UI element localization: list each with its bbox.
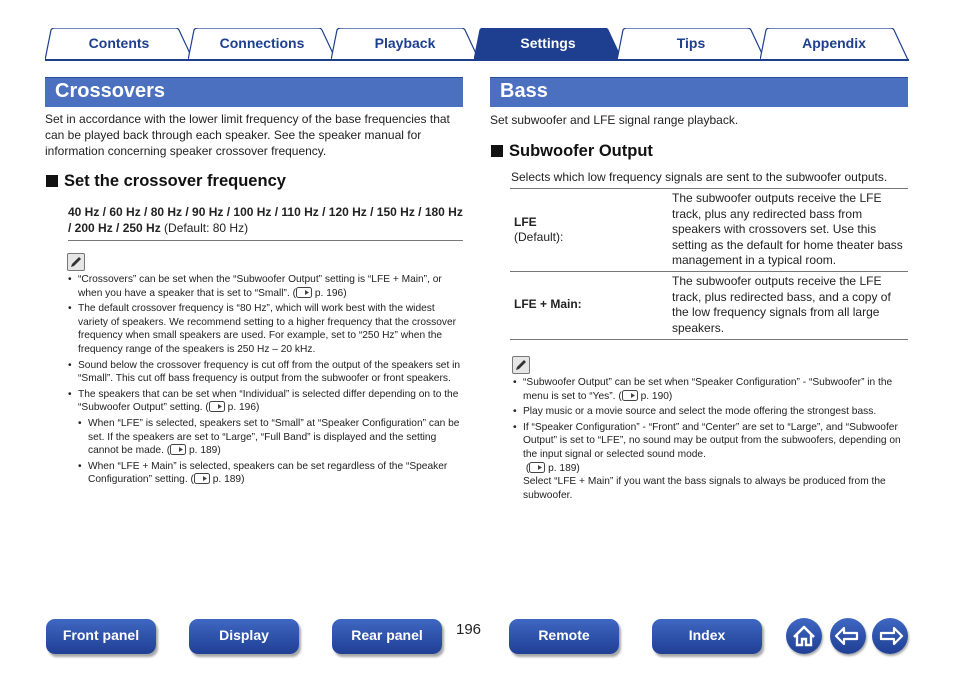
bass-notes bbox=[513, 376, 910, 504]
reference-pointer-icon bbox=[194, 473, 210, 484]
remote-button[interactable]: Remote bbox=[509, 619, 619, 654]
sub-note-item: • When “LFE” is selected, speakers set to “Small” at “Speaker Configuration” can be set. If the speakers are set to “Large”, “Full Band” is displayed and the setting cannot be made. ( p. 189) bbox=[78, 417, 463, 458]
reference-pointer-icon bbox=[209, 401, 225, 412]
bass-intro: Set subwoofer and LFE signal range playback. bbox=[490, 113, 739, 127]
table-row bbox=[510, 189, 908, 272]
sub-note-item: • When “LFE + Main” is selected, speakers can be set regardless of the “Speaker Configuration” setting. ( p. 189) bbox=[78, 460, 463, 487]
note-item: • Sound below the crossover frequency is cut off from the output of the speakers set in “Small”. This cut off bass frequency is output from the subwoofer or front speakers. bbox=[68, 359, 463, 386]
tabs-underline bbox=[45, 59, 909, 61]
option-description: The subwoofer outputs receive the LFE track, plus redirected bass, and a copy of the low frequency signals from all large speakers. bbox=[672, 274, 891, 335]
display-button[interactable]: Display bbox=[189, 619, 299, 654]
reference-pointer-icon bbox=[622, 390, 638, 401]
note-item: • If “Speaker Configuration” - “Front” and “Center” are set to “Large”, and “Subwoofer Output” is set to “LFE”, no sound may be output from the subwoofers, depending on the input signal or selected sound mode. ( p. 189) Select “LFE + Main” if you want the bass signals to always be produced from the subwoofer. bbox=[513, 421, 910, 503]
tab-connections[interactable]: Connections bbox=[188, 28, 336, 60]
crossovers-intro: Set in accordance with the lower limit frequency of the base frequencies that can be played back through each speaker. See the speaker manual for information concerning speaker crossover frequency. bbox=[45, 112, 450, 158]
tab-contents[interactable]: Contents bbox=[45, 28, 193, 60]
memo-pencil-icon bbox=[512, 356, 530, 374]
note-item: • Play music or a movie source and select the mode offering the strongest bass. bbox=[513, 405, 910, 419]
crossover-options: 40 Hz / 60 Hz / 80 Hz / 90 Hz / 100 Hz / 110 Hz / 120 Hz / 150 Hz / 180 Hz / 200 Hz / 250 Hz (Default: 80 Hz) bbox=[68, 205, 463, 235]
home-icon[interactable] bbox=[786, 618, 822, 654]
reference-pointer-icon bbox=[529, 462, 545, 473]
table-row bbox=[510, 272, 908, 340]
option-description: The subwoofer outputs receive the LFE track, plus any redirected bass from speakers with crossovers set. Use this setting as the default for home theater bass management in a typical room. bbox=[672, 191, 903, 267]
option-name: LFE (Default): bbox=[514, 215, 564, 244]
forward-arrow-icon[interactable] bbox=[872, 618, 908, 654]
tab-appendix[interactable]: Appendix bbox=[760, 28, 908, 60]
front-panel-button[interactable]: Front panel bbox=[46, 619, 156, 654]
bass-title: Bass bbox=[500, 80, 548, 102]
tab-tips[interactable]: Tips bbox=[617, 28, 765, 60]
reference-pointer-icon bbox=[296, 287, 312, 298]
note-item: • The speakers that can be set when “Individual” is selected differ depending on to the “Subwoofer Output” setting. ( p. 196) bbox=[68, 388, 463, 415]
crossovers-header bbox=[45, 77, 463, 107]
note-item: • “Crossovers” can be set when the “Subwoofer Output” setting is “LFE + Main”, or when you have a speaker that is set to “Small”. ( p. 196) bbox=[68, 273, 463, 300]
chapter-tabs bbox=[0, 0, 954, 62]
reference-pointer-icon bbox=[170, 444, 186, 455]
note-item: • The default crossover frequency is “80 Hz”, which will work best with the widest variety of speakers. We recommend setting to a higher frequency that the crossover frequency when small speakers are used. For example, set to “250 Hz” when the frequency range of the speakers is 250 Hz – 20 kHz. bbox=[68, 302, 463, 356]
back-arrow-icon[interactable] bbox=[830, 618, 866, 654]
index-button[interactable]: Index bbox=[652, 619, 762, 654]
crossovers-notes bbox=[68, 273, 463, 489]
page-number: 196 bbox=[456, 621, 482, 638]
option-name: LFE + Main: bbox=[514, 297, 582, 311]
crossovers-title: Crossovers bbox=[55, 80, 166, 102]
tab-settings[interactable]: Settings bbox=[474, 28, 622, 60]
options-divider bbox=[68, 240, 463, 241]
tab-playback[interactable]: Playback bbox=[331, 28, 479, 60]
subwoofer-output-heading: Subwoofer Output bbox=[491, 142, 653, 161]
note-item: • “Subwoofer Output” can be set when “Speaker Configuration” - “Subwoofer” in the menu is set to “Yes”. ( p. 190) bbox=[513, 376, 910, 403]
subwoofer-output-intro: Selects which low frequency signals are sent to the subwoofer outputs. bbox=[511, 170, 888, 184]
heading-square-icon bbox=[491, 145, 503, 157]
bass-header bbox=[490, 77, 908, 107]
set-crossover-heading: Set the crossover frequency bbox=[46, 172, 286, 191]
rear-panel-button[interactable]: Rear panel bbox=[332, 619, 442, 654]
heading-square-icon bbox=[46, 175, 58, 187]
memo-pencil-icon bbox=[67, 253, 85, 271]
